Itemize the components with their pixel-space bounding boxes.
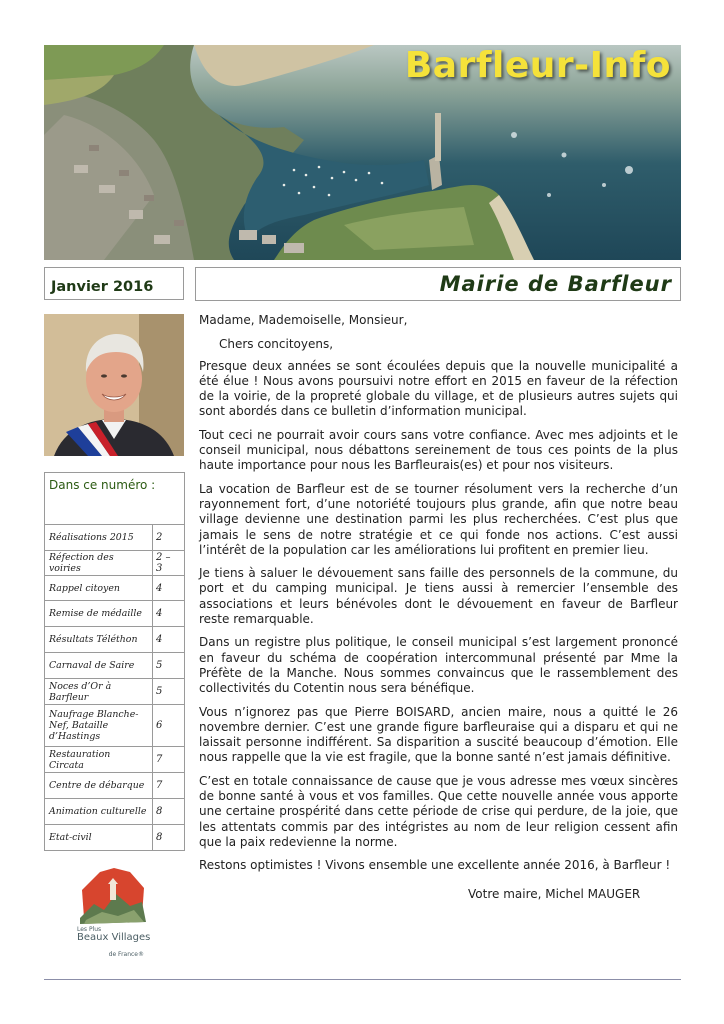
contents-item-label: Résultats Téléthon [45, 627, 153, 653]
letter-salutation: Madame, Mademoiselle, Monsieur, [199, 313, 408, 327]
contents-row [45, 653, 185, 679]
contents-row [45, 799, 185, 825]
contents-item-page: 6 [153, 705, 185, 747]
contents-row [45, 679, 185, 705]
newsletter-title: Barfleur-Info [404, 45, 671, 86]
letter-paragraph: Presque deux années se sont écoulées depuis que la nouvelle municipalité a été élue ! Nous avons poursuivi notre effort en 2015 en faveur de la réfection de la voirie, de la propreté globale du village, et de plusieurs autres sujets qui sont abordés dans ce bulletin d’information municipal. [199, 358, 678, 419]
contents-row [45, 551, 185, 576]
logo-text-line3: de France® [108, 951, 144, 958]
contents-item-page: 8 [153, 825, 185, 851]
contents-item-label: Remise de médaille [45, 601, 153, 627]
contents-row [45, 705, 185, 747]
table-of-contents [44, 472, 185, 851]
contents-item-label: Animation culturelle [45, 799, 153, 825]
contents-table [44, 524, 185, 851]
letter-paragraph: C’est en totale connaissance de cause que je vous adresse mes vœux sincères de bonne santé à vous et vos familles. Que cette nouvelle année vous apporte une certaine prospérité dans cette période de crise qui perdure, de la joie, que les attentats commis par des intégristes au nom de leur religion cessent afin que la paix redevienne la norme. [199, 773, 678, 849]
letter-paragraph: Tout ceci ne pourrait avoir cours sans votre confiance. Avec mes adjoints et le conseil municipal, nous débattons sereinement de tous ces points de la plus haute importance pour nous les Barfleurais(es) et pour nos visiteurs. [199, 427, 678, 473]
section-title: Mairie de Barfleur [439, 272, 672, 296]
letter-signature: Votre maire, Michel MAUGER [468, 887, 641, 901]
contents-item-page: 5 [153, 653, 185, 679]
banner-photo [44, 45, 681, 260]
issue-date-box [44, 267, 184, 300]
village-logo-icon [74, 866, 152, 926]
portrait-illustration [44, 314, 184, 456]
contents-item-label: Réalisations 2015 [45, 525, 153, 551]
issue-date: Janvier 2016 [51, 279, 154, 295]
letter-paragraph: Je tiens à saluer le dévouement sans faille des personnels de la commune, du port et du camping municipal. Je tiens aussi à remercier l’ensemble des associations et leurs bénévoles dont le dévouement en faveur de Barfleur reste remarquable. [199, 566, 678, 627]
contents-item-page: 4 [153, 601, 185, 627]
contents-heading: Dans ce numéro : [44, 472, 185, 524]
contents-item-page: 8 [153, 799, 185, 825]
contents-item-label: Réfection des voiries [45, 551, 153, 576]
letter-greeting: Chers concitoyens, [219, 337, 334, 352]
footer-divider [44, 979, 681, 980]
plus-beaux-villages-logo [74, 866, 152, 958]
logo-text-line1: Les Plus [77, 926, 102, 933]
mayor-portrait [44, 314, 184, 456]
contents-item-page: 2 [153, 525, 185, 551]
contents-item-label: Restauration Circata [45, 747, 153, 773]
contents-item-label: Etat-civil [45, 825, 153, 851]
contents-row [45, 601, 185, 627]
contents-row [45, 525, 185, 551]
contents-row [45, 627, 185, 653]
contents-item-page: 5 [153, 679, 185, 705]
letter-paragraph: Vous n’ignorez pas que Pierre BOISARD, ancien maire, nous a quitté le 26 novembre dernier. C’est une grande figure barfleuraise qui a disparu et qui ne laissait personne indifférent. Sa disparition a suscité beaucoup d’émotion. Elle nous rappelle que la vie est fragile, que la bonne santé n’est jamais définitive. [199, 704, 678, 765]
contents-item-label: Naufrage Blanche-Nef, Bataille d’Hastings [45, 705, 153, 747]
contents-item-page: 4 [153, 627, 185, 653]
contents-item-page: 7 [153, 747, 185, 773]
contents-item-label: Noces d’Or à Barfleur [45, 679, 153, 705]
contents-item-label: Centre de débarque [45, 773, 153, 799]
contents-item-label: Rappel citoyen [45, 576, 153, 601]
contents-item-page: 4 [153, 576, 185, 601]
contents-item-page: 7 [153, 773, 185, 799]
letter-paragraph: La vocation de Barfleur est de se tourner résolument vers la recherche d’un rayonnement fort, d’une notoriété toujours plus grande, afin que notre beau village devienne une destination parmi les plus recherchées. C’est plus que jamais le sens de notre stratégie et ce qui fonde nos actions. C’est aussi l’intérêt de la population car les améliorations lui profitent en premier lieu. [199, 481, 678, 557]
logo-text-line2: Beaux Villages [77, 932, 151, 943]
contents-row [45, 773, 185, 799]
letter-paragraph: Dans un registre plus politique, le conseil municipal s’est largement prononcé en faveur du schéma de coopération intercommunal présenté par Mme la Préfète de la Manche. Nous sommes convaincus que le rassemblement des collectivités du Cotentin nous sera bénéfique. [199, 635, 678, 696]
contents-row [45, 576, 185, 601]
mayor-letter [199, 313, 678, 882]
contents-item-page: 2 – 3 [153, 551, 185, 576]
contents-item-label: Carnaval de Saire [45, 653, 153, 679]
section-title-box [195, 267, 681, 301]
contents-row [45, 747, 185, 773]
letter-paragraph: Restons optimistes ! Vivons ensemble une excellente année 2016, à Barfleur ! [199, 858, 671, 873]
contents-row [45, 825, 185, 851]
